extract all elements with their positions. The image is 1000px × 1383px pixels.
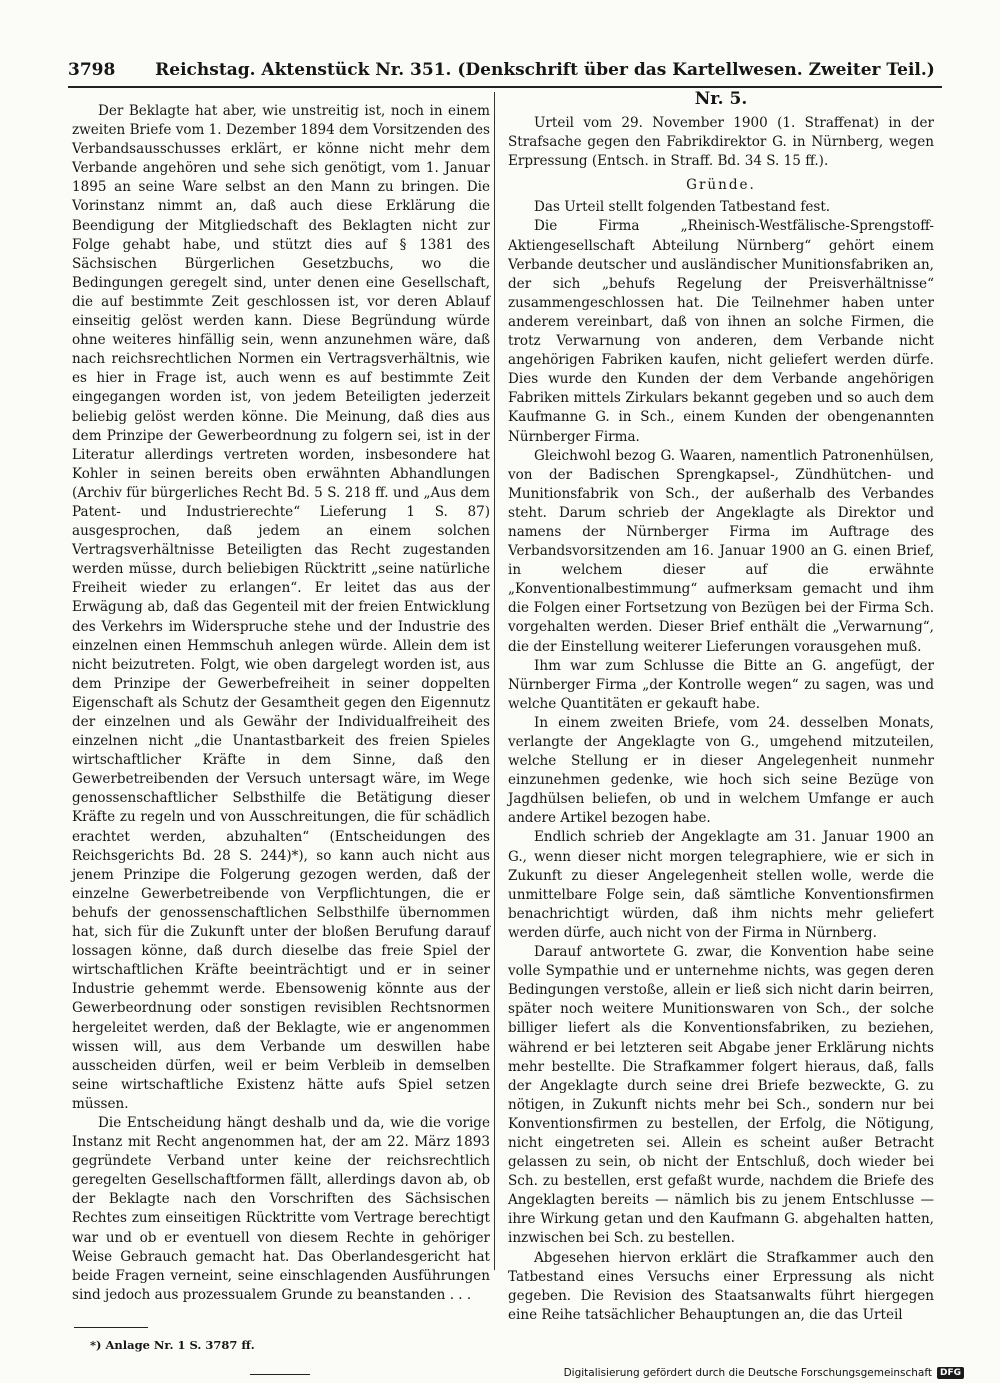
running-title: Reichstag. Aktenstück Nr. 351. (Denkschrift über das Kartellwesen. Zweiter Teil.) [155,60,935,80]
document-number: Nr. 5. [694,89,748,109]
left-column [72,102,490,1375]
digitization-credit [564,1366,964,1380]
body-paragraph: Das Urteil stellt folgenden Tatbestand fest. [534,199,831,216]
section-heading: Gründe. [686,177,756,194]
body-paragraph: Die Entscheidung hängt deshalb und da, wie die vorige Instanz mit Recht angenommen hat, der am 22. März 1893 gegründete Verband unter keine der reichsrechtlich geregelten Gesellschaftformen fällt, allerdings davon ab, ob der Beklagte nach den Vorschriften des Sächsischen Rechtes zum einseitigen Rücktritte vom Vertrage berechtigt war und ob er eventuell von diesem Rechte in gehöriger Weise Gebrauch gemacht hat. Das Oberlandesgericht hat beide Fragen verneint, seine einschlagenden Ausführungen sind jedoch aus prozessualem Grunde zu beanstanden . . . [72,1114,490,1303]
footnote: *) Anlage Nr. 1 S. 3787 ff. [90,1337,255,1352]
section-end-rule [250,1374,310,1375]
body-paragraph: Endlich schrieb der Angeklagte am 31. Januar 1900 an G., wenn dieser nicht morgen telegraphiere, wie er sich in Zukunft zu dieser Angelegenheit stellen wolle, werde die unmittelbare Folge sein, daß sämtliche Konventionsfirmen benachrichtigt würden, daß ihm nichts mehr geliefert werden dürfe, auch nicht von der Firma in Nürnberg. [508,829,934,941]
body-paragraph: Der Beklagte hat aber, wie unstreitig ist, noch in einem zweiten Briefe vom 1. Dezember 1894 dem Vorsitzenden des Verbandsausschusses erklärt, er könne nicht mehr dem Verbande angehören und sehe sich genötigt, vom 1. Januar 1895 an seine Ware selbst an den Mann zu bringen. Die Vorinstanz nimmt an, daß auch diese Erklärung die Beendigung der Mitgliedschaft des Beklagten nicht zur Folge gehabt habe, und stützt dies auf § 1381 des Sächsischen Bürgerlichen Gesetzbuchs, wo die Bedingungen geregelt sind, unter denen eine Gesellschaft, die auf bestimmte Zeit geschlossen ist, vor deren Ablauf einseitig gelöst werden kann. Diese Begründung würde ohne weiteres hinfällig sein, wenn anzunehmen wäre, daß nach reichsrechtlichen Normen ein Vertragsverhältnis, wie es hier in Frage ist, auch wenn es auf bestimmte Zeit eingegangen worden ist, von jedem Beteiligten jederzeit beliebig gelöst werden könne. Die Meinung, daß dies aus dem Prinzipe der Gewerbeordnung zu folgern sei, ist in der Literatur allerdings vertreten worden, insbesondere hat Kohler in seinen bereits oben erwähnten Abhandlungen (Archiv für bürgerliches Recht Bd. 5 S. 218 ff. und „Aus dem Patent- und Industrierechte“ Lieferung 1 S. 87) ausgesprochen, daß jedem an einem solchen Vertragsverhältnisse Beteiligten das Recht zugestanden werden müsse, durch beliebigen Rücktritt „seine natürliche Freiheit wieder zu erlangen“. Er leitet das aus der Erwägung ab, daß das Gegenteil mit der freien Entwicklung des Verkehrs im Widerspruche stehe und der Industrie des einzelnen einen Hemmschuh anlegen würde. Allein dem ist nicht beizutreten. Folgt, wie oben dargelegt worden ist, aus dem Prinzipe der Gewerbefreiheit in seiner doppelten Eigenschaft als Schutz der Gesamtheit gegen den Eigennutz der einzelnen und als Gewähr der Individualfreiheit des einzelnen nicht „die Unantastbarkeit des freien Spieles wirtschaftlicher Kräfte in dem Sinne, daß den Gewerbetreibenden der Versuch untersagt wäre, im Wege genossenschaftlicher Selbsthilfe die Betätigung dieser Kräfte zu regeln und von Ausschreitungen, die für schädlich erachtet werden, abzuhalten“ (Entscheidungen des Reichsgerichts Bd. 28 S. 244)*), so kann auch nicht aus jenem Prinzipe die Folgerung gezogen werden, daß der einzelne Gewerbetreibende von Verpflichtungen, die er behufs der genossenschaftlichen Selbsthilfe übernommen hat, sich für die Zukunft unter der bloßen Berufung darauf lossagen könne, daß durch dieselbe das freie Spiel der wirtschaftlichen Kräfte beeinträchtigt und er in seiner Industrie gehemmt werde. Ebensowenig könnte aus der Gewerbeordnung oder sonstigen revisiblen Rechtsnormen hergeleitet werden, daß der Beklagte, wie er angenommen wissen will, aus dem Verbande um deswillen habe ausscheiden dürfen, weil er beim Verbleib in demselben seine wirtschaftliche Existenz hätte aufs Spiel setzen müssen. [72,103,490,1112]
body-paragraph: Die Firma „Rheinisch-Westfälische-Sprengstoff-Aktiengesellschaft Abteilung Nürnberg“ gehört einem Verbande deutscher und ausländischer Munitionsfabriken an, der sich „behufs Regelung der Preisverhältnisse“ zusammengeschlossen hat. Die Teilnehmer haben unter anderem vereinbart, daß von ihnen an solche Firmen, die trotz Verwarnung von anderen, dem Verbande nicht angehörigen Fabriken kaufen, nicht geliefert werden dürfe. Dies wurde den Kunden der dem Verbande angehörigen Fabriken mittels Zirkulars bekannt gegeben und so auch dem Kaufmanne G. in Sch., einem Kunden der obengenannten Nürnberger Firma. [508,218,934,445]
dfg-logo: DFG [937,1367,964,1379]
right-column [508,88,934,1325]
body-paragraph: Ihm war zum Schlusse die Bitte an G. angefügt, der Nürnberger Firma „der Kontrolle wegen“ zu sagen, was und welche Quantitäten er gekauft habe. [508,657,934,712]
page-number: 3798 [68,60,116,80]
credit-text: Digitalisierung gefördert durch die Deutsche Forschungsgemeinschaft [563,1367,932,1379]
column-divider [494,92,495,1270]
body-paragraph: Darauf antwortete G. zwar, die Konvention habe seine volle Sympathie und er unternehme nichts, was gegen deren Bedingungen verstoße, allein er ließ sich nicht darin beirren, später noch weitere Munitionswaren von Sch., der solche billiger liefert als die Konventionsfabriken, zu beziehen, während er bei letzteren seit Abgabe jener Erklärung nichts mehr bestellte. Die Strafkammer folgert hieraus, daß, falls der Angeklagte durch seine drei Briefe bezweckte, G. zu nötigen, in Zukunft nichts mehr bei Sch., sondern nur bei Konventionsfirmen zu bestellen, der Erfolg, die Nötigung, nicht eingetreten sei. Allein es scheint außer Betracht gelassen zu sein, ob nicht der Entschluß, doch wieder bei Sch. zu bestellen, erst gefaßt wurde, nachdem die Briefe des Angeklagten bereits — nämlich bis zu jenem Entschlusse — ihre Wirkung getan und den Kaufmann G. abgehalten hatten, inzwischen bei Sch. zu bestellen. [508,944,934,1247]
body-paragraph: Abgesehen hiervon erklärt die Strafkammer auch den Tatbestand eines Versuchs einer Erpressung als nicht gegeben. Die Revision des Staatsanwalts führt hiergegen eine Reihe tatsächlicher Behauptungen an, die das Urteil [508,1249,934,1323]
judgment-intro: Urteil vom 29. November 1900 (1. Straffenat) in der Strafsache gegen den Fabrikdirektor G. in Nürnberg, wegen Erpressung (Entsch. in Straff. Bd. 34 S. 15 ff.). [508,115,934,170]
footnote-separator [74,1327,148,1328]
body-paragraph: In einem zweiten Briefe, vom 24. desselben Monats, verlangte der Angeklagte von G., umgehend mitzuteilen, welche Stellung er in dieser Angelegenheit nunmehr einzunehmen gedenke, wie hoch sich seine Bezüge von Jagdhülsen beliefen, ob und in welchem Umfange er auch andere Artikel bezogen habe. [508,714,934,827]
body-paragraph: Gleichwohl bezog G. Waaren, namentlich Patronenhülsen, von der Badischen Sprengkapsel-, Zündhütchen- und Munitionsfabrik von Sch., der außerhalb des Verbandes steht. Darum schrieb der Angeklagte als Direktor und namens der Nürnberger Firma im Auftrage des Verbandsvorsitzenden am 16. Januar 1900 an G. einen Brief, in welchem dieser auf die erwähnte „Konventionalbestimmung“ aufmerksam gemacht und ihm die Folgen einer Fortsetzung von Bezügen bei der Firma Sch. vorgehalten werden. Dieser Brief enthält die „Verwarnung“, die der Einstellung weiterer Lieferungen vorausgehen muß. [508,447,934,655]
page-header [68,60,942,88]
